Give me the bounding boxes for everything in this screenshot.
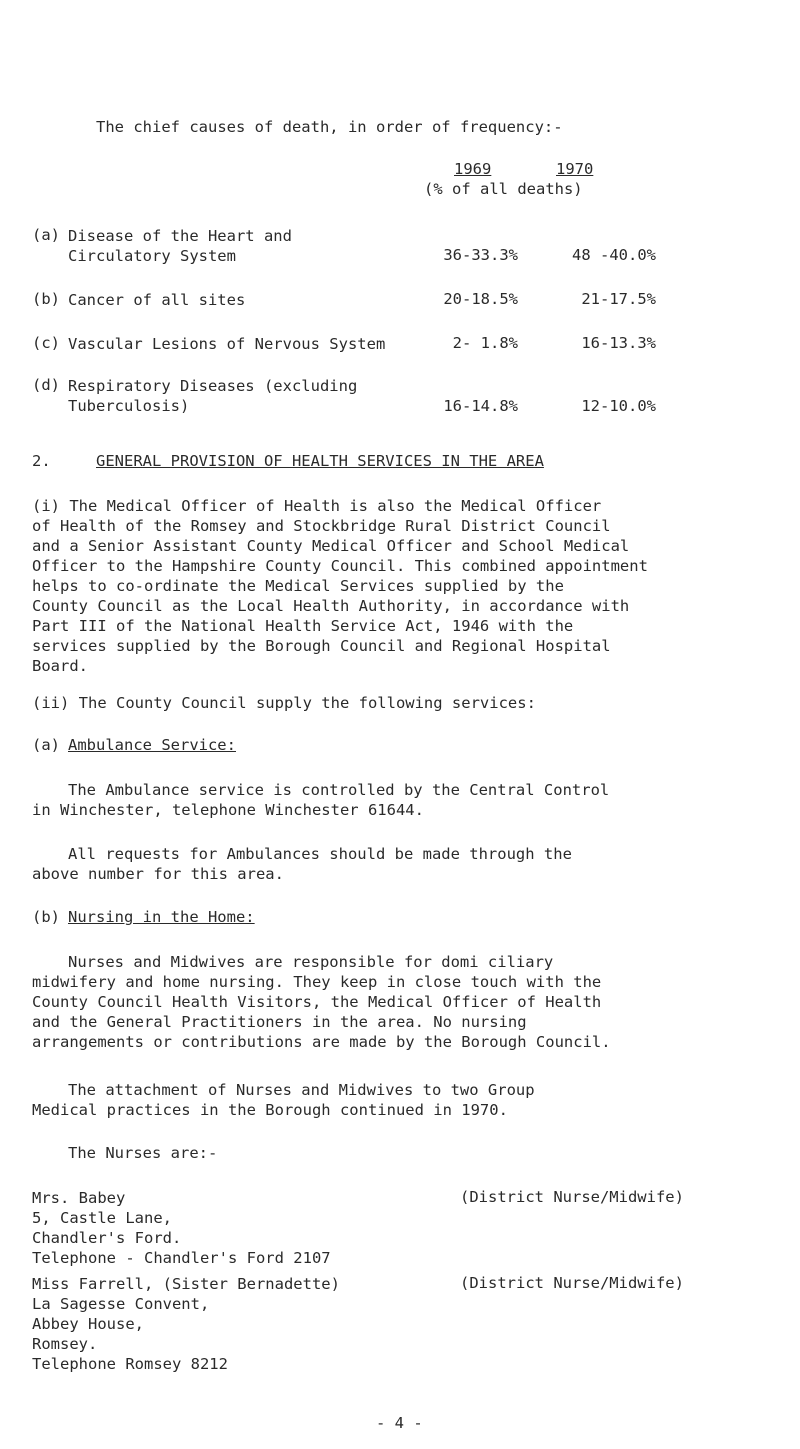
nursing-label: (b) bbox=[32, 908, 60, 926]
paragraph-ii: (ii) The County Council supply the following services: bbox=[32, 694, 536, 712]
row-label: (a) bbox=[32, 226, 60, 244]
row-text: Disease of the Heart and bbox=[68, 227, 292, 245]
page-number: - 4 - bbox=[376, 1414, 423, 1432]
nursing-heading: Nursing in the Home: bbox=[68, 908, 255, 926]
nurse-role: (District Nurse/Midwife) bbox=[460, 1188, 684, 1206]
nurse-address: Miss Farrell, (Sister Bernadette) La Sagesse Convent, Abbey House, Romsey. Telephone Romsey 8212 bbox=[32, 1275, 340, 1373]
nurse-role: (District Nurse/Midwife) bbox=[460, 1274, 684, 1292]
ambulance-paragraph-1: The Ambulance service is controlled by the Central Control in Winchester, telephone Winchester 61644. bbox=[32, 781, 610, 819]
column-header-1970: 1970 bbox=[556, 160, 594, 178]
nursing-paragraph-2: The attachment of Nurses and Midwives to two Group Medical practices in the Borough continued in 1970. bbox=[32, 1081, 535, 1119]
nurses-intro: The Nurses are:- bbox=[68, 1144, 218, 1162]
row-value-1969: 36-33.3% bbox=[443, 246, 518, 264]
paragraph-i: (i) The Medical Officer of Health is also the Medical Officer of Health of the Romsey and Stockbridge Rural District Council and a Senior Assistant County Medical Officer and School Medical Officer to the Hampshire County Council. This combined appointment helps to co-ordinate the Medical Services supplied by the County Council as the Local Health Authority, in accordance with Part III of the National Health Service Act, 1946 with the services supplied by the Borough Council and Regional Hospital Board. bbox=[32, 497, 648, 675]
section-heading: GENERAL PROVISION OF HEALTH SERVICES IN THE AREA bbox=[96, 452, 544, 470]
row-label: (b) bbox=[32, 290, 60, 308]
row-text: Cancer of all sites bbox=[68, 291, 246, 309]
intro-text: The chief causes of death, in order of frequency:- bbox=[96, 118, 563, 136]
ambulance-heading: Ambulance Service: bbox=[68, 736, 236, 754]
nurse-address: Mrs. Babey 5, Castle Lane, Chandler's Ford. Telephone - Chandler's Ford 2107 bbox=[32, 1189, 331, 1267]
row-value-1970: 48 -40.0% bbox=[572, 246, 656, 264]
row-value-1970: 12-10.0% bbox=[581, 397, 656, 415]
row-value-1970: 21-17.5% bbox=[581, 290, 656, 308]
row-label: (d) bbox=[32, 376, 60, 394]
row-text: Circulatory System bbox=[68, 247, 236, 265]
row-text: Vascular Lesions of Nervous System bbox=[68, 335, 386, 353]
section-number: 2. bbox=[32, 452, 51, 470]
row-value-1969: 20-18.5% bbox=[443, 290, 518, 308]
row-text: Tuberculosis) bbox=[68, 397, 190, 415]
ambulance-paragraph-2: All requests for Ambulances should be made through the above number for this area. bbox=[32, 845, 572, 883]
nursing-paragraph-1: Nurses and Midwives are responsible for domi ciliary midwifery and home nursing. They keep in close touch with the County Council Health Visitors, the Medical Officer of Health and the General Practitioners in the area. No nursing arrangements or contributions are made by the Borough Council. bbox=[32, 953, 611, 1051]
row-text: Respiratory Diseases (excluding bbox=[68, 377, 358, 395]
row-value-1970: 16-13.3% bbox=[581, 334, 656, 352]
column-header-1969: 1969 bbox=[454, 160, 492, 178]
row-value-1969: 2- 1.8% bbox=[452, 334, 518, 352]
row-value-1969: 16-14.8% bbox=[443, 397, 518, 415]
row-label: (c) bbox=[32, 334, 60, 352]
ambulance-label: (a) bbox=[32, 736, 60, 754]
column-subheader: (% of all deaths) bbox=[424, 180, 583, 198]
